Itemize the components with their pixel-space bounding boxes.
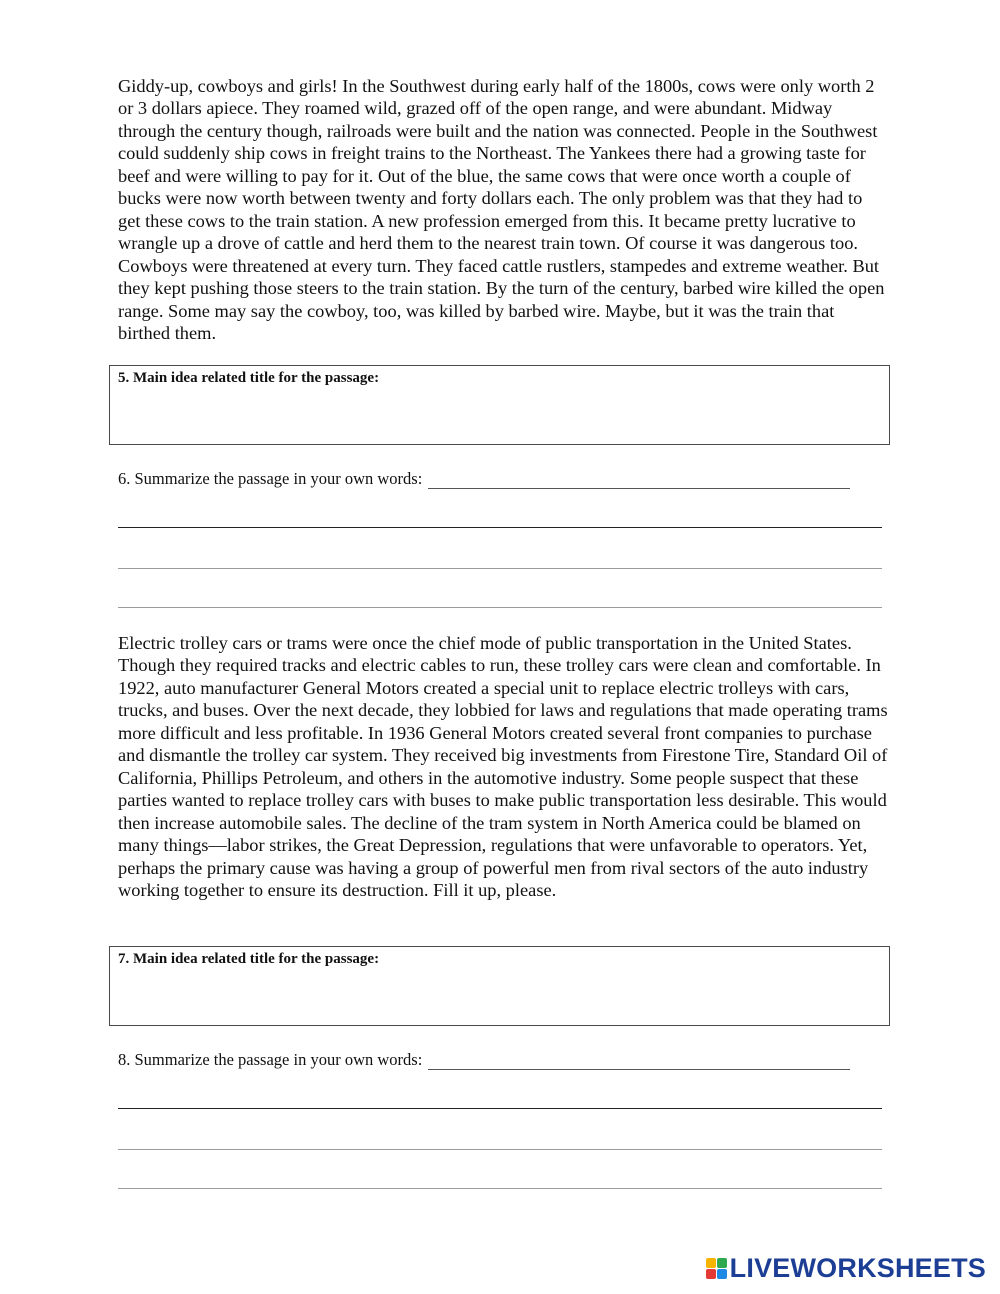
summary-blank-6[interactable]: [428, 474, 850, 489]
title-answer-box-5[interactable]: [109, 365, 890, 445]
summary-prompt-8: [118, 1050, 850, 1070]
summary-line-6a[interactable]: [118, 527, 882, 528]
summary-blank-8[interactable]: [428, 1055, 850, 1070]
passage-2: Electric trolley cars or trams were once the chief mode of public transportation in the United States. Though they required tracks and electric cables to run, these trolley cars were clean and comfortable. In 1922, auto manufacturer General Motors created a special unit to replace electric trolleys with cars, trucks, and buses. Over the next decade, they lobbied for laws and regulations that made operating trams more difficult and less profitable. In 1936 General Motors created several front companies to purchase and dismantle the trolley car system. They received big investments from Firestone Tire, Standard Oil of California, Phillips Petroleum, and others in the automotive industry. Some people suspect that these parties wanted to replace trolley cars with buses to make public transportation less desirable. This would then increase automobile sales. The decline of the tram system in North America could be blamed on many things—labor strikes, the Great Depression, regulations that were unfavorable to operators. Yet, perhaps the primary cause was having a group of powerful men from rival sectors of the auto industry working together to ensure its destruction. Fill it up, please.: [118, 633, 888, 900]
title-answer-box-7[interactable]: [109, 946, 890, 1026]
logo-square-yellow: [706, 1258, 716, 1268]
summary-line-8b[interactable]: [118, 1149, 882, 1150]
summary-prompt-6: [118, 469, 850, 489]
logo-square-blue: [717, 1269, 727, 1279]
liveworksheets-brand: [706, 1253, 986, 1284]
summary-line-8c[interactable]: [118, 1188, 882, 1189]
logo-square-red: [706, 1269, 716, 1279]
brand-wordmark: LIVEWORKSHEETS: [729, 1253, 986, 1283]
question-5-label: 5. Main idea related title for the passage:: [118, 370, 380, 386]
summary-line-6b[interactable]: [118, 568, 882, 569]
liveworksheets-logo-icon: [706, 1258, 727, 1279]
passage-1: Giddy-up, cowboys and girls! In the Southwest during early half of the 1800s, cows were only worth 2 or 3 dollars apiece. They roamed wild, grazed off of the open range, and were abundant. Midway through the century though, railroads were built and the nation was connected. People in the Southwest could suddenly ship cows in freight trains to the Northeast. The Yankees there had a growing taste for beef and were willing to pay for it. Out of the blue, the same cows that were once worth a couple of bucks were now worth between twenty and forty dollars each. The only problem was that they had to get these cows to the train station. A new profession emerged from this. It became pretty lucrative to wrangle up a drove of cattle and herd them to the nearest train town. Of course it was dangerous too. Cowboys were threatened at every turn. They faced cattle rustlers, stampedes and extreme weather. But they kept pushing those steers to the train station. By the turn of the century, barbed wire killed the open range. Some may say the cowboy, too, was killed by barbed wire. Maybe, but it was the train that birthed them.: [118, 76, 885, 343]
logo-square-green: [717, 1258, 727, 1268]
summary-line-6c[interactable]: [118, 607, 882, 608]
question-8-label: 8. Summarize the passage in your own words:: [118, 1050, 423, 1069]
question-6-label: 6. Summarize the passage in your own words:: [118, 469, 423, 488]
summary-line-8a[interactable]: [118, 1108, 882, 1109]
question-7-label: 7. Main idea related title for the passage:: [118, 951, 380, 967]
